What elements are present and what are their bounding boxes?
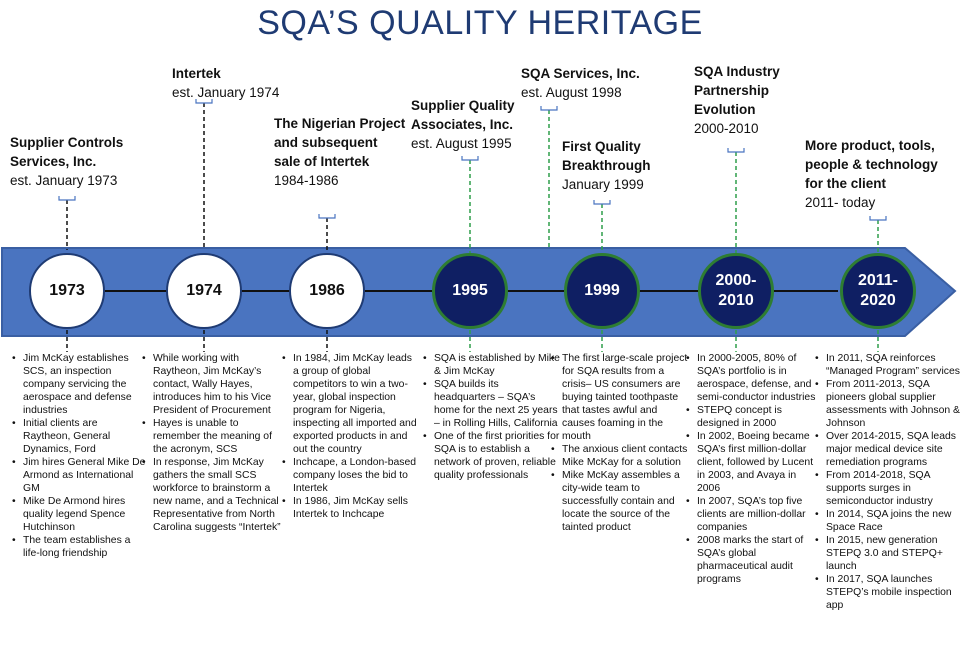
bullet-item: • The anxious client contacts Mike McKay for a solution [562,443,690,469]
bullet-item: • Inchcape, a London-based company loses the bid to Intertek [293,456,417,495]
milestone-date: est. August 1998 [521,85,622,100]
bullet-item: • Mike McKay assembles a city-wide team to successfully contain and locate the source of the tainted product [562,469,690,534]
milestone-bullets-2011-2020 [812,352,960,612]
bullet-item: • Jim McKay establishes SCS, an inspection company servicing the aerospace and defense industries [23,352,147,417]
milestone-bullets-2000-2010 [683,352,821,586]
bracket-1999 [594,200,610,204]
bullet-item: • 2008 marks the start of SQA’s global pharmaceutical audit programs [697,534,821,586]
milestone-title: SQA Industry Partnership Evolution [694,64,780,117]
bullet-item: • In 2011, SQA reinforces “Managed Program” services [826,352,960,378]
milestone-date: est. January 1973 [10,173,118,188]
bracket-1973 [59,196,75,200]
bracket-1986 [319,214,335,218]
bullet-item: • While working with Raytheon, Jim McKay’s contact, Wally Hayes, introduces him to his Vice President of Procurement [153,352,281,417]
milestone-title: The Nigerian Project and subsequent sale of Intertek [274,116,406,169]
bullet-item: • In 2017, SQA launches STEPQ’s mobile inspection app [826,573,960,612]
milestone-date: est. January 1974 [172,85,280,100]
year-label: 2000-2010 [715,272,757,309]
year-label: 1999 [584,282,620,299]
year-circle-2000-2010 [698,253,774,329]
bullet-item: • STEPQ concept is designed in 2000 [697,404,821,430]
page-title: SQA’S QUALITY HERITAGE [257,4,703,42]
milestone-bullets-1974 [139,352,281,534]
milestone-bullets-1973 [9,352,147,560]
bullet-item: • In 2015, new generation STEPQ 3.0 and STEPQ+ launch [826,534,960,573]
milestone-date: 2011- today [805,195,876,210]
milestone-heading-1999 [562,137,672,194]
bullet-item: • From 2014-2018, SQA supports surges in semiconductor industry [826,469,960,508]
milestone-title: First Quality Breakthrough [562,139,651,173]
year-label: 1974 [186,282,222,299]
bullet-item: • Jim hires General Mike De Armond as International GM [23,456,147,495]
bullet-item: • In 1984, Jim McKay leads a group of global competitors to win a two-year, global inspection program for Nigeria, inspecting all imported and exported products in and out the country [293,352,417,456]
bracket-2011 [870,216,886,220]
bullet-item: • The first large-scale project for SQA results from a crisis– US consumers are buying tainted toothpaste that tastes awful and causes foaming in the mouth [562,352,690,443]
milestone-heading-1986 [274,114,406,190]
year-label: 1995 [452,282,488,299]
milestone-title: Supplier Controls Services, Inc. [10,135,124,169]
bracket-2000 [728,148,744,152]
bullet-item: • SQA builds its headquarters – SQA’s home for the next 25 years – in Rolling Hills, California [434,378,560,430]
milestone-title: Intertek [172,66,221,81]
bullet-item: • Hayes is unable to remember the meaning of the acronym, SCS [153,417,281,456]
year-label: 1986 [309,282,345,299]
milestone-heading-2000-2010 [694,62,804,138]
year-circle-1995 [432,253,508,329]
bullet-item: • The team establishes a life-long friendship [23,534,147,560]
milestone-date: 2000-2010 [694,121,759,136]
bracket-1998 [541,106,557,110]
milestone-heading-1974 [172,64,312,102]
bracket-1995 [462,156,478,160]
bullet-item: • In 2000-2005, 80% of SQA’s portfolio is in aerospace, defense, and semi-conductor industries [697,352,821,404]
milestone-heading-1998 [521,64,661,102]
milestone-bullets-1999 [548,352,690,534]
milestone-heading-2011-2020 [805,136,955,212]
milestone-title: Supplier Quality Associates, Inc. [411,98,515,132]
year-circle-1999 [564,253,640,329]
year-circle-1986 [289,253,365,329]
year-circle-2011-2020 [840,253,916,329]
bullet-item: • One of the first priorities for SQA is to establish a network of proven, reliable quality professionals [434,430,560,482]
milestone-heading-1973 [10,133,150,190]
year-circle-1973 [29,253,105,329]
year-circle-1974 [166,253,242,329]
bullet-item: • Mike De Armond hires quality legend Spence Hutchinson [23,495,147,534]
bullet-item: • From 2011-2013, SQA pioneers global supplier assessments with Johnson & Johnson [826,378,960,430]
bullet-item: • In 2002, Boeing became SQA’s first million-dollar client, followed by Lucent in 2003, and Avaya in 2006 [697,430,821,495]
bullet-item: • In response, Jim McKay gathers the small SCS workforce to brainstorm a new name, and a Technical Representative from North Carolina suggests “Intertek” [153,456,281,534]
milestone-date: January 1999 [562,177,644,192]
bullet-item: • Over 2014-2015, SQA leads major medical device site remediation programs [826,430,960,469]
milestone-bullets-1995 [420,352,560,482]
milestone-title: SQA Services, Inc. [521,66,640,81]
bullet-item: • In 2014, SQA joins the new Space Race [826,508,960,534]
bullet-item: • In 1986, Jim McKay sells Intertek to Inchcape [293,495,417,521]
bullet-item: • In 2007, SQA’s top five clients are million-dollar companies [697,495,821,534]
milestone-bullets-1986 [279,352,417,521]
bullet-item: • Initial clients are Raytheon, General Dynamics, Ford [23,417,147,456]
year-label: 2011-2020 [857,272,899,309]
bullet-item: • SQA is established by Mike & Jim McKay [434,352,560,378]
milestone-heading-1995 [411,96,536,153]
year-label: 1973 [49,282,85,299]
milestone-date: 1984-1986 [274,173,339,188]
milestone-title: More product, tools, people & technology for the client [805,138,938,191]
milestone-date: est. August 1995 [411,136,512,151]
